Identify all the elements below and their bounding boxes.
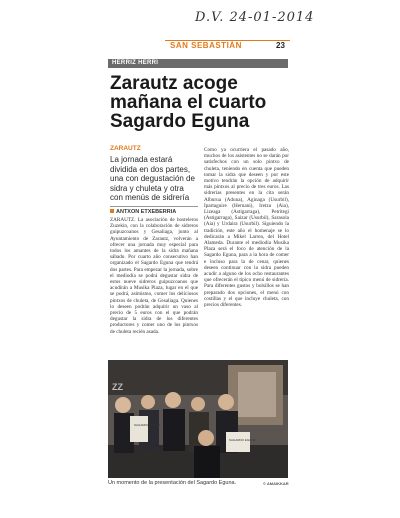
page-number: 23 [276,41,285,50]
poster-text-left: SAGARDO EGUNA [134,423,161,427]
author-byline [110,209,176,215]
headline: Zarautz acoge mañana el cuarto Sagardo Eguna [110,73,267,132]
photo-caption: Un momento de la presentación del Sagardo Eguna. [108,480,237,486]
backdrop-logo-text: ZZ [112,382,123,392]
section-label: SAN SEBASTIÁN [170,41,242,50]
photo-credit: © AMAIKKAR [263,481,289,486]
subheadline: La jornada estará dividida en dos partes, una con degustación de sidra y chuleta y otra con menús de sidrería [110,155,195,202]
photo-illustration [108,360,288,478]
tag-label: HERRIZ HERRI [112,60,159,66]
presentation-photo [108,360,288,478]
author-name: ANTXON ETXEBERRIA [116,209,177,215]
poster-text-right: SAGARDO EGUNA [229,438,256,442]
body-column-2: Como ya ocurriera el pasado año, muchos de los asistentes no se darán por satisfechos con un solo pintxo de chuleta, teniendo en cuenta que pueden tomar la sidra que deseen y por este motivo tendrán la opción de adquirir más pintxos al precio de tres euros. Las sidrerías presentes en la cita serán Alburua (Aduna), Aginaga (Usurbil), Ipartaguire (Hernani), Iretzu (Aia), Lizeaga (Astigarraga), Petritegi (Astigarraga), Saizar (Usurbil), Sarasola (Aia) y Urdaira (Usurbil). Siguiendo la tradición, este año el homenaje se lo dedicarán a Mikel Larrea, del Hotel Alameda. Durante el mediodía Musika Plaza será el foco de atención de la Sagardo Eguna, para a la hora de comer e incluso para la de cenar, quienes deseen continuar con la sidra pueden acudir a alguno de los ocho restaurantes que ofrecerán el típico menú de sidrería. Para diferentes gustos y bolsillos se han preparado dos opciones, el menú con costillas y el que incluye chuleta, con precios diferentes. [204,147,289,309]
handwritten-date-note: D.V. 24-01-2014 [195,10,315,25]
author-rule [110,206,198,207]
body-column-1: ZARAUTZ. La asociación de hosteleros Zuzekin, con la colaboración de sidreros guipuzcoanos y Gesaliaga, junto al Ayuntamiento de Zarautz, volverán a ofrecer una jornada muy especial para todos los amantes de la sidra mañana sábado. Por cuarto año consecutivo han organizado el Sagardo Eguna que tendrá dos partes. Para empezar la jornada, sobre el mediodía se podrá degustar sidra de estos nueve sidreros guipuzcoanos que acudirán a Musika Plaza, lugar en el que se podrá, asimismo, comer los deliciosos pintxos de chuleta, de Gesaliaga. Quienes lo deseen podrán adquirir un vaso al precio de 5 euros con el que podrán degustar la sidra de los diferentes productores y comer uno de los pintxos de chuleta recién asada. [110,217,198,335]
place-label: ZARAUTZ [110,145,141,152]
byline-square-icon [110,209,114,213]
